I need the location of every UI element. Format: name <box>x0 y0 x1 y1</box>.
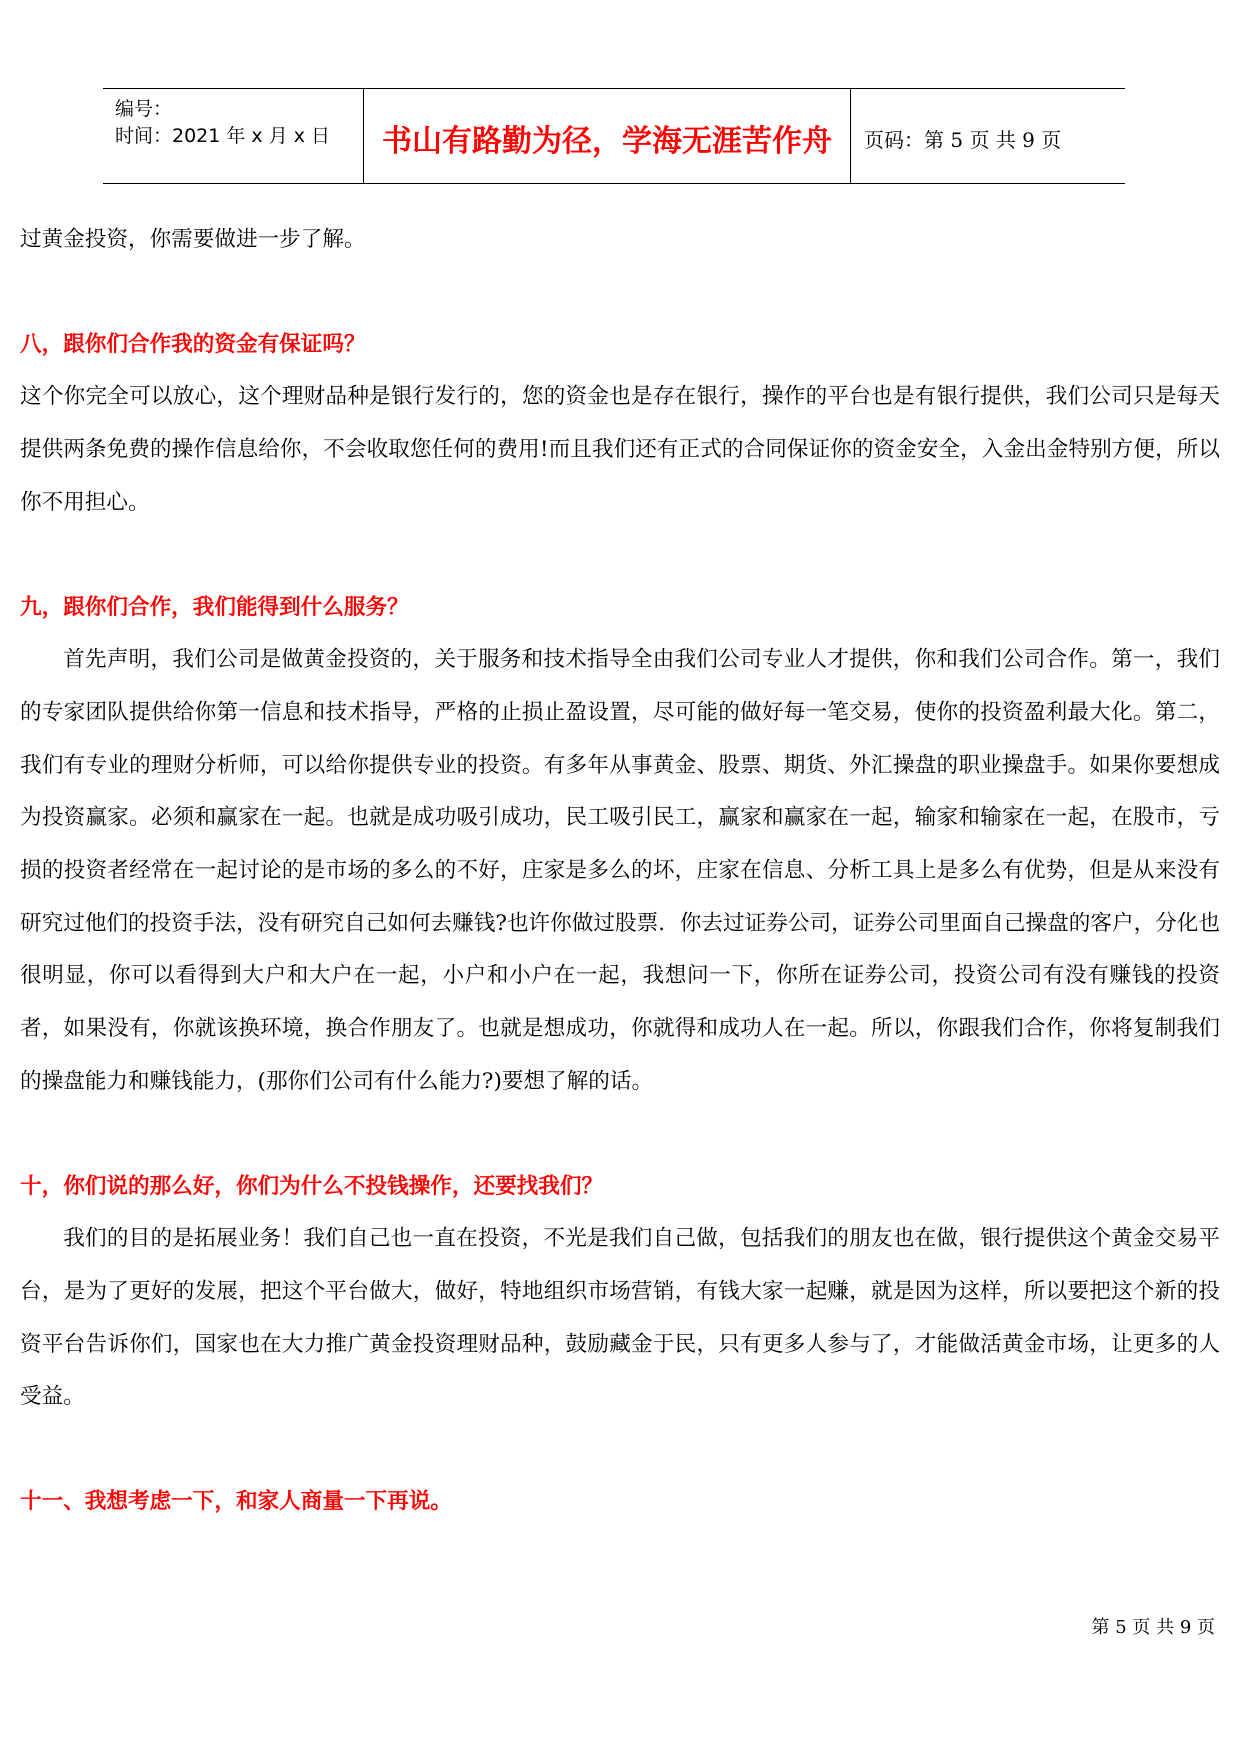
q8-paragraph: 这个你完全可以放心，这个理财品种是银行发行的，您的资金也是存在银行，操作的平台也是有银行提供，我们公司只是每天提供两条免费的操作信息给你，不会收取您任何的费用!而且我们还有正式的合同保证你的资金安全，入金出金特别方便，所以你不用担心。 <box>20 384 1220 515</box>
header-page-label: 页码：第 5 页 共 9 页 <box>864 127 1062 152</box>
time-label: 时间：2021 年 x 月 x 日 <box>115 125 331 147</box>
q9-paragraph: 首先声明，我们公司是做黄金投资的，关于服务和技术指导全由我们公司专业人才提供，你和我们公司合作。第一，我们的专家团队提供给你第一信息和技术指导，严格的止损止盈设置，尽可能的做好每一笔交易，使你的投资盈利最大化。第二，我们有专业的理财分析师，可以给你提供专业的投资。有多年从事黄金、股票、期货、外汇操盘的职业操盘手。如果你要想成为投资赢家。必须和赢家在一起。也就是成功吸引成功，民工吸引民工，赢家和赢家在一起，输家和输家在一起，在股市，亏损的投资者经常在一起讨论的是市场的多么的不好，庄家是多么的坏，庄家在信息、分析工具上是多么有优势，但是从来没有研究过他们的投资手法，没有研究自己如何去赚钱?也许你做过股票．你去过证券公司，证券公司里面自己操盘的客户，分化也很明显，你可以看得到大户和大户在一起，小户和小户在一起，我想问一下，你所在证券公司，投资公司有没有赚钱的投资者，如果没有，你就该换环境，换合作朋友了。也就是想成功，你就得和成功人在一起。所以，你跟我们合作，你将复制我们的操盘能力和赚钱能力，(那你们公司有什么能力?)要想了解的话。 <box>20 647 1220 1094</box>
header-info-cell <box>103 89 364 183</box>
header-motto: 书山有路勤为径，学海无涯苦作舟 <box>364 89 851 183</box>
page-footer: 第 5 页 共 9 页 <box>1091 1617 1215 1638</box>
intro-tail: 过黄金投资，你需要做进一步了解。 <box>20 227 366 252</box>
number-label: 编号： <box>115 98 173 120</box>
q11-heading: 十一、我想考虑一下，和家人商量一下再说。 <box>20 1489 452 1515</box>
q9-heading: 九，跟你们合作，我们能得到什么服务？ <box>20 594 409 620</box>
document-body <box>20 214 1220 1529</box>
q8-heading: 八，跟你们合作我的资金有保证吗？ <box>20 331 366 357</box>
q10-paragraph: 我们的目的是拓展业务！我们自己也一直在投资，不光是我们自己做，包括我们的朋友也在做，银行提供这个黄金交易平台，是为了更好的发展，把这个平台做大，做好，特地组织市场营销，有钱大家一起赚，就是因为这样，所以要把这个新的投资平台告诉你们，国家也在大力推广黄金投资理财品种，鼓励藏金于民，只有更多人参与了，才能做活黄金市场，让更多的人受益。 <box>20 1226 1220 1410</box>
page-header <box>103 88 1125 184</box>
q10-heading: 十，你们说的那么好，你们为什么不投钱操作，还要找我们？ <box>20 1173 604 1199</box>
